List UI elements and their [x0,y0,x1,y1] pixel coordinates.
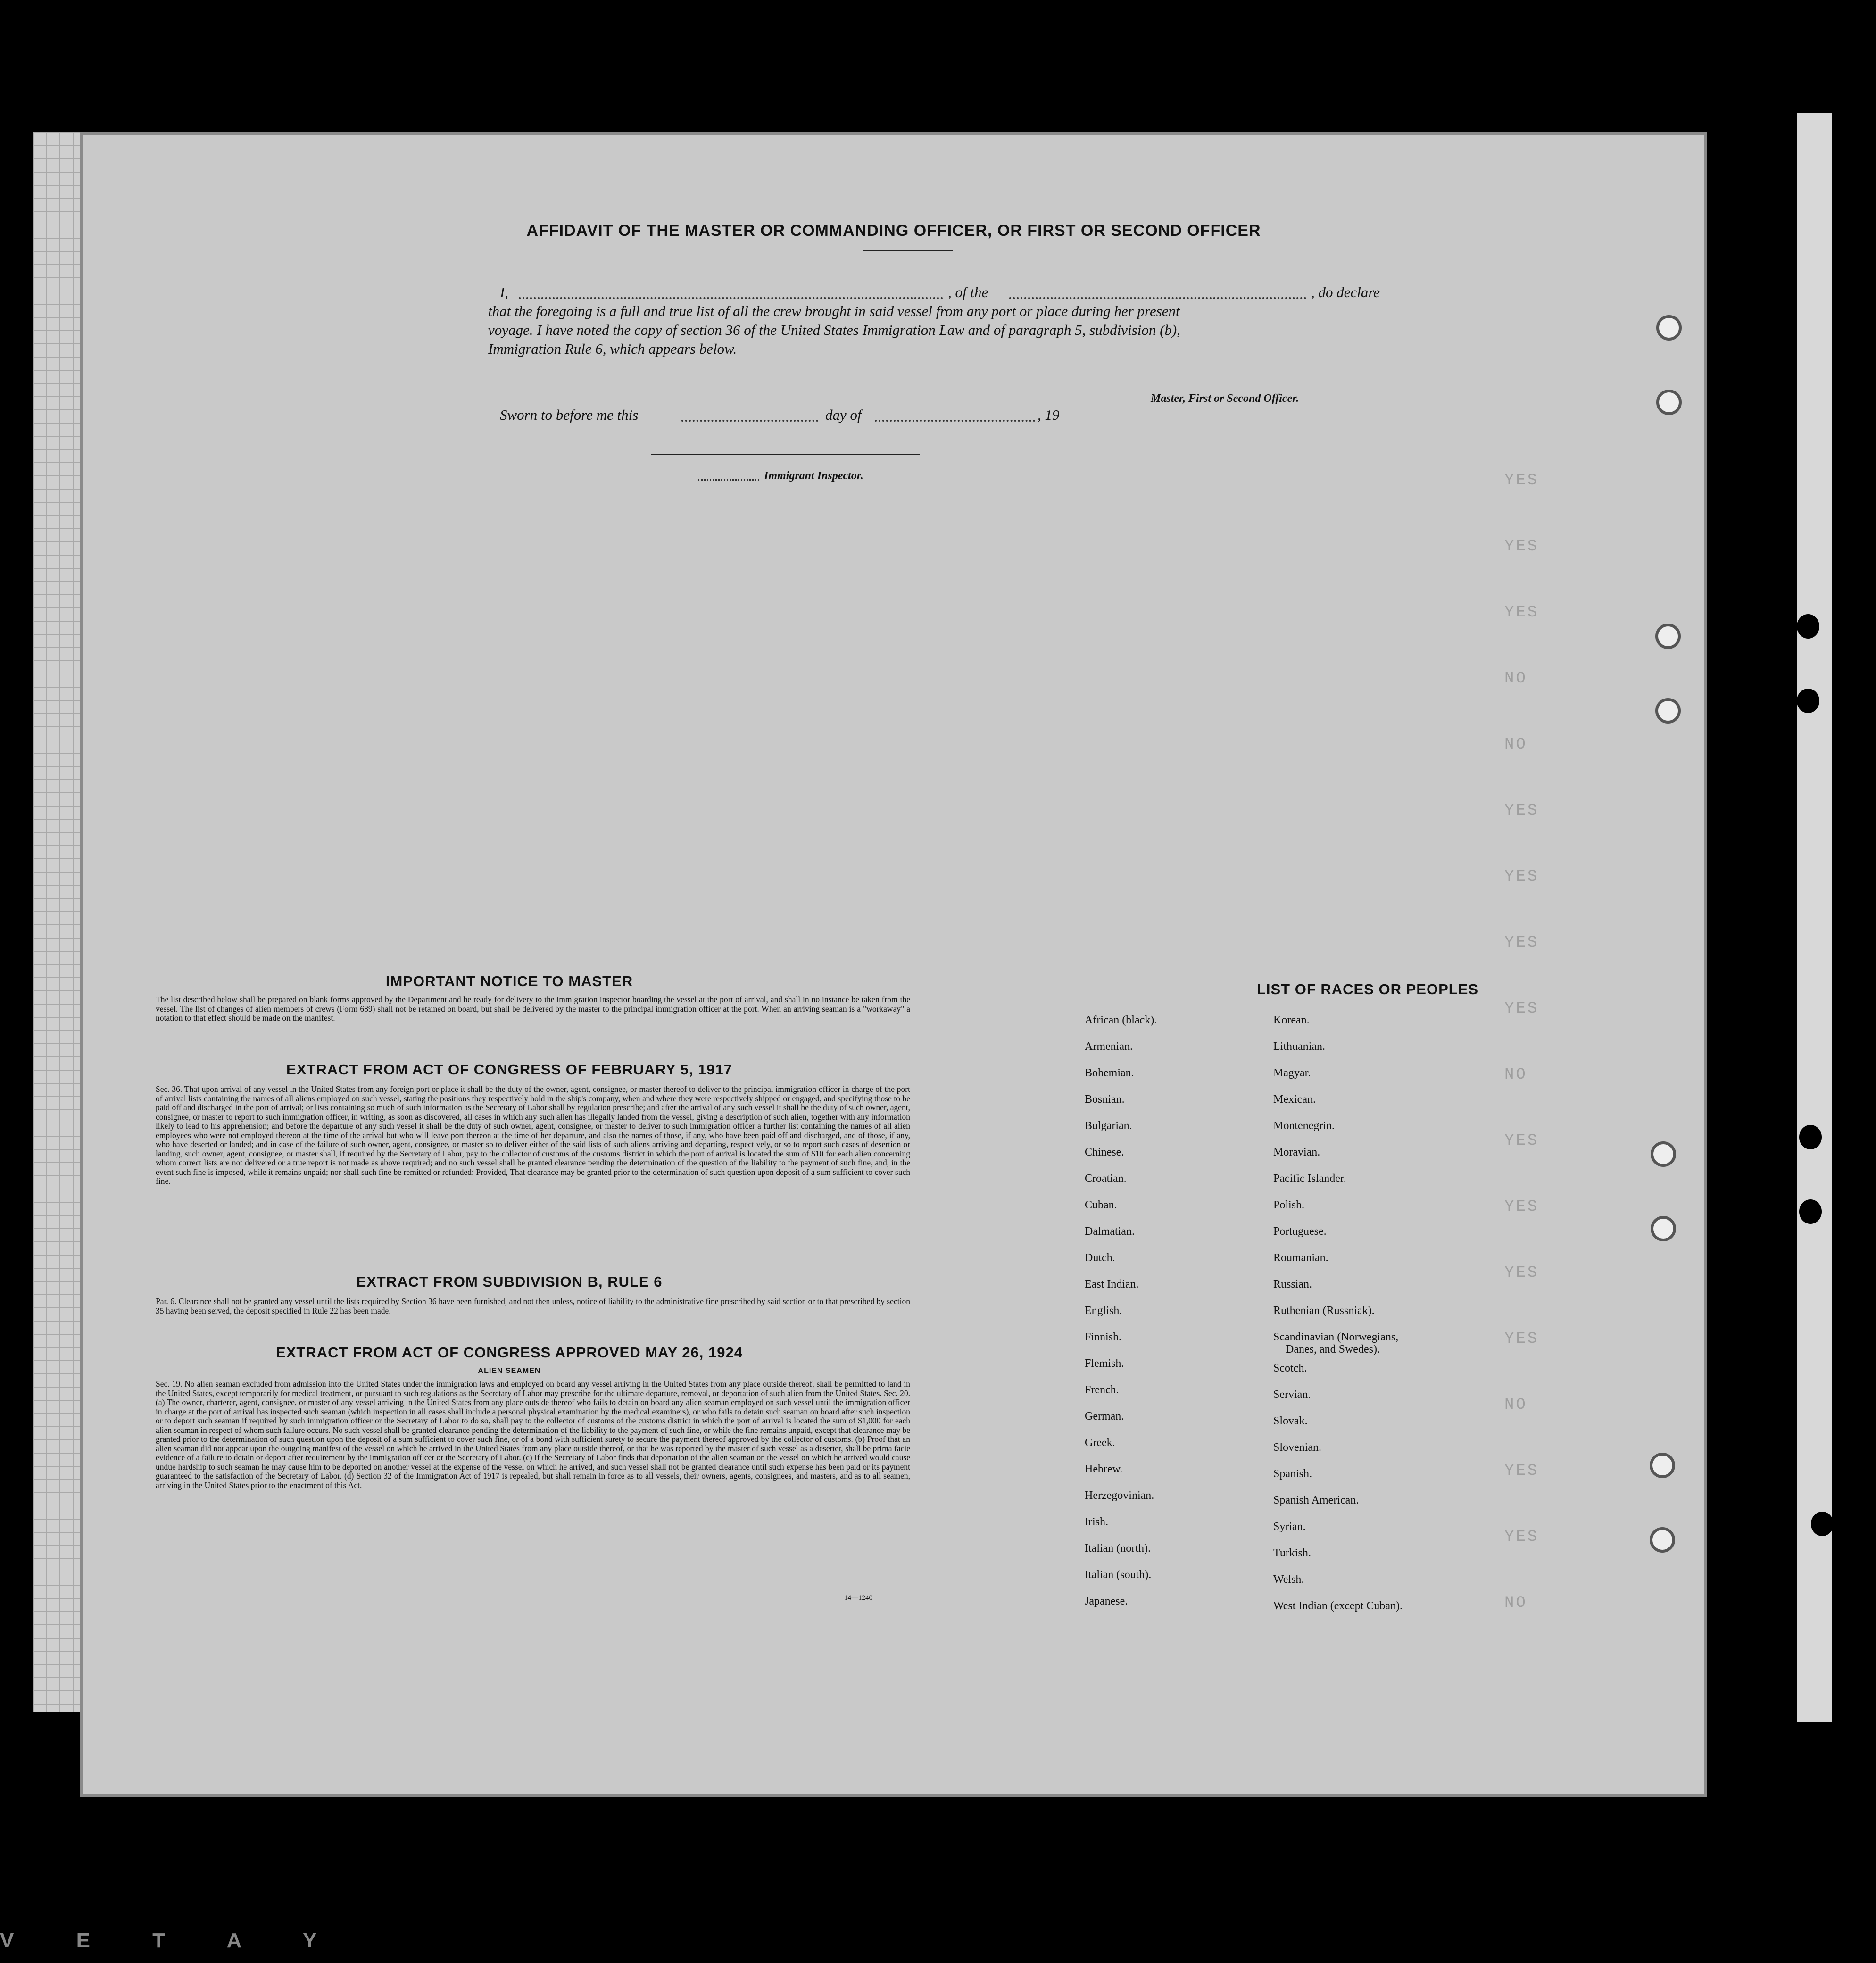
bleed-through-mark: NO [1504,670,1527,688]
race-entry: Greek. [1085,1437,1115,1449]
race-entry: West Indian (except Cuban). [1273,1600,1403,1612]
binder-hole [1651,1216,1676,1241]
race-entry: Bohemian. [1085,1067,1134,1079]
bleed-through-mark: YES [1504,1000,1539,1018]
race-entry: Chinese. [1085,1146,1124,1158]
bleed-through-mark: NO [1504,736,1527,754]
bleed-through-mark: YES [1504,868,1539,886]
affidavit-line-1 [500,283,1438,302]
races-title: LIST OF RACES OR PEOPLES [1256,981,1479,998]
affidavit-statement-2: that the foregoing is a full and true list of all the crew brought in said vessel from any port or place during her present [488,303,1180,319]
bleed-through-mark: NO [1504,1066,1527,1084]
extract-1917-text: Sec. 36. That upon arrival of any vessel in the United States from any foreign port or place it shall be the duty of the owner, agent, consignee, or master thereof to deliver to the principal immigration officer in charge of the port of arrival lists containing the names of all aliens employed on such vessel, stating the positions they respectively hold in the ship's company, when and where they were respectively shipped or engaged, and specifying those to be paid off and discharged in the port of arrival; or lists containing so much of such information as the Secretary of Labor shall by regulation prescribe; and after the arrival of any such vessel it shall be the duty of such owner, agent, consignee, or master to report to such immigration officer, in writing, as soon as discovered, all cases in which any such alien has illegally landed from the vessel, giving a description of such alien, together with any information likely to lead to his apprehension; and before the departure of any such vessel it shall be the duty of such owner, agent, consignee, or master to deliver to such immigration officer a further list containing the names of all alien employees who were not employed thereon at the time of the arrival but who will leave port thereon at the time of her departure, and also the names of those, if any, who have been paid off and discharged, and of those, if any, who have deserted or landed; and in case of the failure of such owner, agent, consignee, or master so to deliver either of the said lists of such aliens arriving and departing, respectively, or so to report such cases of desertion or landing, such owner, agent, consignee, or master shall, if required by the Secretary of Labor, pay to the collector of customs of the customs district in which the port of arrival is located the sum of $10 for each alien concerning whom correct lists are not delivered or a true report is not made as above required; and no such vessel shall be granted clearance pending the determination of the question of the liability to the payment of such fine, and, in the event such fine is imposed, while it remains unpaid; nor shall such fine be remitted or refunded: Provided, That clearance may be granted prior to the determination of such question upon deposit of a sum sufficient to cover such fine. [156,1084,910,1186]
binder-hole [1656,390,1682,415]
sworn-day-label: day of [825,407,862,423]
document-page [80,132,1707,1797]
race-entry: Scandinavian (Norwegians, [1273,1331,1399,1343]
punch-hole [1811,1512,1834,1536]
race-entry: Herzegovinian. [1085,1489,1154,1502]
race-entry: Portuguese. [1273,1225,1327,1238]
race-entry: Dalmatian. [1085,1225,1135,1238]
scan-edge-marks: V E T A Y [0,1929,345,1952]
inspector-label-text: Immigrant Inspector. [764,470,863,482]
bleed-through-mark: YES [1504,1264,1539,1282]
title-rule [863,250,953,251]
sworn-year-label: , 19 [1038,407,1060,423]
race-entry: Flemish. [1085,1357,1124,1370]
bleed-through-mark: YES [1504,538,1539,556]
binder-hole [1656,315,1682,341]
race-entry: Scotch. [1273,1362,1307,1374]
right-paper-strip [1797,113,1832,1722]
bleed-through-mark: YES [1504,604,1539,622]
notice-title: IMPORTANT NOTICE TO MASTER [385,973,633,990]
race-entry: Polish. [1273,1199,1305,1211]
race-entry: Bosnian. [1085,1093,1125,1106]
declare-label: , do declare [1311,284,1380,300]
bleed-through-mark: NO [1504,1594,1527,1612]
punch-hole [1797,614,1819,639]
race-entry: Bulgarian. [1085,1120,1132,1132]
race-entry: Lithuanian. [1273,1040,1325,1053]
extract-1924-title: EXTRACT FROM ACT OF CONGRESS APPROVED MAY 26, 1924 [276,1344,743,1361]
punch-hole [1799,1125,1822,1149]
race-entry: German. [1085,1410,1124,1422]
races-column-1 [1085,1007,1264,1614]
bleed-through-mark: YES [1504,1198,1539,1216]
affidavit-statement-3: voyage. I have noted the copy of section 36 of the United States Immigration Law and of paragraph 5, subdivision (b), [488,322,1180,338]
binder-hole [1651,1141,1676,1167]
race-entry: Slovenian. [1273,1441,1321,1454]
race-entry: Japanese. [1085,1595,1128,1607]
extract-rule6-text: Par. 6. Clearance shall not be granted any vessel until the lists required by Section 36 have been furnished, and not then unless, notice of liability to the administrative fine prescribed by said section or to that prescribed by section 35 having been served, the deposit specified in Rule 22 has been made. [156,1297,910,1315]
bleed-through-mark: YES [1504,472,1539,490]
binder-hole [1655,698,1681,724]
bleed-through-mark: NO [1504,1396,1527,1414]
race-entry: Italian (south). [1085,1569,1152,1581]
race-entry: Montenegrin. [1273,1120,1335,1132]
extract-1917-title: EXTRACT FROM ACT OF CONGRESS OF FEBRUARY 5, 1917 [286,1061,732,1078]
notice-text: The list described below shall be prepared on blank forms approved by the Department and be ready for delivery to the immigration inspector boarding the vessel at the port of arrival, and shall in no instance be taken from the vessel. The list of changes of alien members of crews (Form 689) shall not be retained on board, but shall be delivered by the master to the principal immigration officer at the port. When an arriving seaman is a "workaway" a notation to that effect should be made on the manifest. [156,995,910,1023]
race-entry: Finnish. [1085,1331,1122,1343]
bleed-through-mark: YES [1504,934,1539,952]
affidavit-title: AFFIDAVIT OF THE MASTER OR COMMANDING OFFICER, OR FIRST OR SECOND OFFICER [526,222,1261,240]
sworn-month-field[interactable] [875,420,1035,422]
affiant-name-field[interactable] [519,297,943,299]
inspector-signature-line[interactable] [651,454,920,455]
race-entry: East Indian. [1085,1278,1139,1290]
race-entry: Italian (north). [1085,1542,1151,1555]
race-entry: Magyar. [1273,1067,1311,1079]
race-entry: Armenian. [1085,1040,1133,1053]
race-entry: Hebrew. [1085,1463,1123,1475]
race-entry: French. [1085,1384,1119,1396]
race-entry: Servian. [1273,1389,1311,1401]
inspector-label [764,470,863,482]
race-entry: Russian. [1273,1278,1312,1290]
vessel-name-field[interactable] [1009,297,1306,299]
extract-1924-text: Sec. 19. No alien seaman excluded from admission into the United States under the immigration laws and employed on board any vessel arriving in the United States from any place outside thereof, shall be permitted to land in the United States, except temporarily for medical treatment, or pursuant to such regulations as the Secretary of Labor may prescribe for the ultimate departure, removal, or deportation of such alien from the United States. Sec. 20. (a) The owner, charterer, agent, consignee, or master of any vessel arriving in the United States from any place outside thereof who fails to detain on board any alien seaman employed on such vessel until the immigration officer in charge at the port of arrival has inspected such seaman (which inspection in all cases shall include a personal physical examination by the medical examiners), or who fails to detain such seaman on board after such inspection or to deport such seaman if required by such immigration officer or the Secretary of Labor to do so, shall pay to the collector of customs of the customs district in which the port of arrival is located the sum of $1,000 for each alien seaman in respect of whom such failure occurs. No such vessel shall be granted clearance pending the determination of the liability to the payment of such fine, or while the fine remains unpaid, except that clearance may be granted prior to the determination of such question upon the deposit of a sum sufficient to cover such fine, or of a bond with sufficient surety to secure the payment thereof approved by the collector of customs. (b) Proof that an alien seaman did not appear upon the outgoing manifest of the vessel on which he arrived in the United States from any place outside thereof, or that he was reported by the master of such vessel as a deserter, shall be prima facie evidence of a failure to detain or deport after requirement by the immigration officer or the Secretary of Labor. (c) If the Secretary of Labor finds that deportation of the alien seaman on the vessel on which he arrived would cause undue hardship to such seaman he may cause him to be deported on another vessel at the expense of the vessel on which he arrived, and such vessel shall not be granted clearance until such expense has been paid or its payment guaranteed to the satisfaction of the Secretary of Labor. (d) Section 32 of the Immigration Act of 1917 is repealed, but shall remain in force as to all vessels, their owners, agents, consignees, and masters, and as to all seamen, arriving in the United States prior to the enactment of this Act. [156,1379,910,1490]
extract-1924-subtitle: ALIEN SEAMEN [478,1367,541,1375]
race-entry: Ruthenian (Russniak). [1273,1305,1375,1317]
punch-hole [1799,1199,1822,1224]
punch-hole [1797,689,1819,713]
affiant-prefix: I, [500,284,509,300]
binder-hole [1650,1453,1675,1478]
bleed-through-mark: YES [1504,1330,1539,1348]
race-entry: Danes, and Swedes). [1286,1343,1380,1356]
race-entry: Roumanian. [1273,1252,1328,1264]
race-entry: Spanish. [1273,1468,1312,1480]
race-entry: English. [1085,1305,1122,1317]
of-the-label: , of the [948,284,988,300]
race-entry: Turkish. [1273,1547,1311,1559]
race-entry: Korean. [1273,1014,1310,1026]
race-entry: Moravian. [1273,1146,1320,1158]
bleed-through-mark: YES [1504,802,1539,820]
ledger-grid-strip [33,132,85,1712]
sworn-prefix: Sworn to before me this [500,407,639,423]
race-entry: Irish. [1085,1516,1108,1528]
bleed-through-mark: YES [1504,1528,1539,1546]
race-entry: Pacific Islander. [1273,1173,1346,1185]
master-signature-label: Master, First or Second Officer. [1151,392,1299,405]
race-entry: Syrian. [1273,1521,1306,1533]
bleed-through-mark: YES [1504,1462,1539,1480]
race-entry: Spanish American. [1273,1494,1359,1506]
extract-rule6-title: EXTRACT FROM SUBDIVISION B, RULE 6 [356,1273,663,1290]
binder-hole [1650,1527,1675,1553]
race-entry: Slovak. [1273,1415,1308,1427]
affidavit-statement-4: Immigration Rule 6, which appears below. [488,341,737,357]
race-entry: Dutch. [1085,1252,1115,1264]
race-entry: African (black). [1085,1014,1157,1026]
binder-hole [1655,624,1681,649]
form-number: 14—1240 [844,1594,872,1602]
bleed-through-mark: YES [1504,1132,1539,1150]
races-column-2 [1273,1007,1519,1619]
race-entry: Welsh. [1273,1573,1304,1586]
race-entry: Croatian. [1085,1173,1127,1185]
race-entry: Mexican. [1273,1093,1316,1106]
sworn-line [500,406,1066,424]
race-entry: Cuban. [1085,1199,1117,1211]
sworn-day-field[interactable] [681,420,818,422]
